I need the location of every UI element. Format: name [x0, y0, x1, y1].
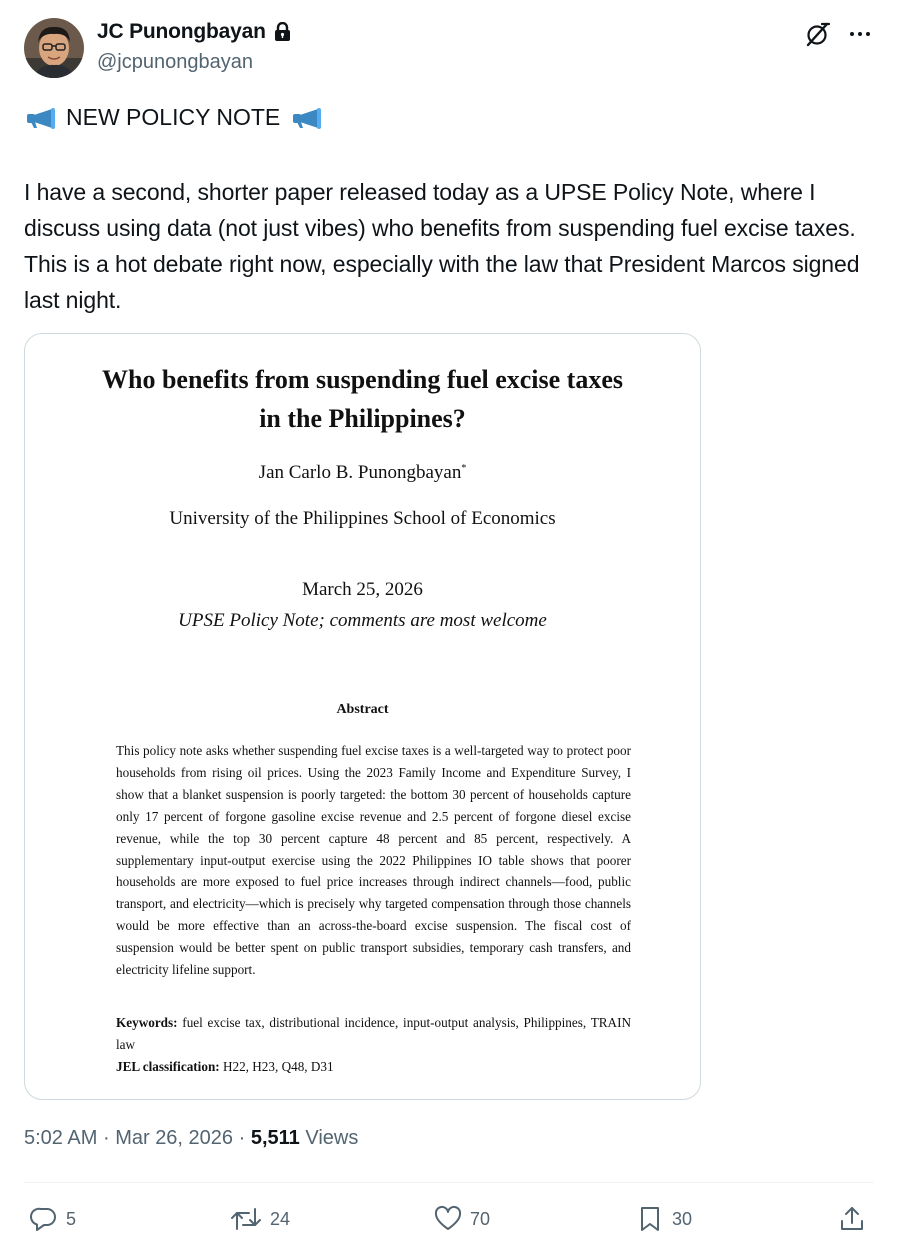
paper-title-line: in the Philippines? — [259, 404, 466, 433]
reply-button[interactable] — [30, 1203, 76, 1235]
paper-title-line: Who benefits from suspending fuel excise taxes — [102, 365, 623, 394]
paper-jel — [116, 1056, 631, 1078]
paper-series: UPSE Policy Note; comments are most welcome — [178, 610, 547, 631]
views-count: 5,511 — [250, 1127, 300, 1149]
meta-separator: · — [102, 1127, 110, 1149]
avatar-photo — [24, 18, 84, 78]
grok-icon[interactable] — [804, 20, 832, 48]
bookmark-icon — [636, 1205, 664, 1233]
paper-date: March 25, 2026 — [302, 579, 423, 600]
divider — [24, 1182, 874, 1183]
author-footnote-mark: * — [461, 463, 467, 474]
paper-author — [25, 462, 700, 484]
repost-count: 24 — [270, 1208, 291, 1229]
repost-icon — [230, 1205, 262, 1233]
reply-icon — [30, 1205, 58, 1233]
views-label: Views — [305, 1127, 359, 1149]
abstract-heading: Abstract — [336, 702, 389, 717]
author-handle[interactable]: @jcpunongbayan — [97, 51, 253, 73]
tweet-text: I have a second, shorter paper released today as a UPSE Policy Note, where I discuss using data (not just vibes) who benefits from suspending fuel excise taxes. This is a hot debate right now, especially with the law that President Marcos signed last night. — [24, 179, 860, 313]
reply-count: 5 — [66, 1208, 77, 1229]
author-name[interactable] — [97, 20, 291, 44]
share-icon — [838, 1205, 866, 1233]
bookmark-button[interactable] — [636, 1203, 692, 1235]
jel-label: JEL classification: — [116, 1059, 220, 1074]
like-count: 70 — [470, 1208, 491, 1229]
headline-text: NEW POLICY NOTE — [66, 104, 281, 130]
abstract-text: This policy note asks whether suspending fuel excise taxes is a well-targeted way to protect poor households from rising oil prices. Using the 2023 Family Income and Expenditure Survey, I show that a blanket suspension is poorly targeted: the bottom 30 percent of households capture only 17 percent of forgone gasoline excise revenue and 2.5 percent of forgone diesel excise revenue, while the top 30 percent capture 48 percent and 85 percent, respectively. A supplementary input-output exercise using the 2022 Philippines IO table shows that poorer households are more exposed to fuel price increases through indirect channels—food, public transport, and electricity—which is precisely why targeted compensation through those channels would be more effective than an across-the-board excise suspension. The fiscal cost of suspension would be better spent on public transport subsidies, temporary cash transfers, and electricity lifeline support. — [116, 743, 631, 978]
megaphone-icon — [24, 106, 56, 130]
megaphone-icon — [290, 106, 322, 130]
lock-icon — [274, 22, 291, 42]
attached-image[interactable] — [24, 333, 701, 1100]
paper-keywords — [116, 1012, 631, 1056]
post-time[interactable]: 5:02 AM — [24, 1127, 98, 1149]
heart-icon — [434, 1205, 462, 1233]
keywords-label: Keywords: — [116, 1015, 178, 1030]
tweet-meta — [24, 1127, 358, 1150]
tweet-headline — [24, 104, 322, 131]
keywords-text: fuel excise tax, distributional incidence, input-output analysis, Philippines, TRAIN law — [116, 1015, 631, 1052]
avatar[interactable] — [24, 18, 84, 78]
paper-author-name: Jan Carlo B. Punongbayan — [258, 462, 462, 483]
meta-separator: · — [238, 1127, 246, 1149]
repost-button[interactable] — [230, 1203, 290, 1235]
jel-codes: H22, H23, Q48, D31 — [222, 1059, 334, 1074]
more-icon[interactable] — [846, 20, 874, 48]
share-button[interactable] — [838, 1203, 866, 1235]
paper-affiliation: University of the Philippines School of Economics — [169, 508, 556, 529]
post-date[interactable]: Mar 26, 2026 — [115, 1127, 234, 1149]
like-button[interactable] — [434, 1203, 490, 1235]
paper-title — [25, 360, 700, 438]
bookmark-count: 30 — [672, 1208, 693, 1229]
author-name-text: JC Punongbayan — [97, 20, 266, 43]
